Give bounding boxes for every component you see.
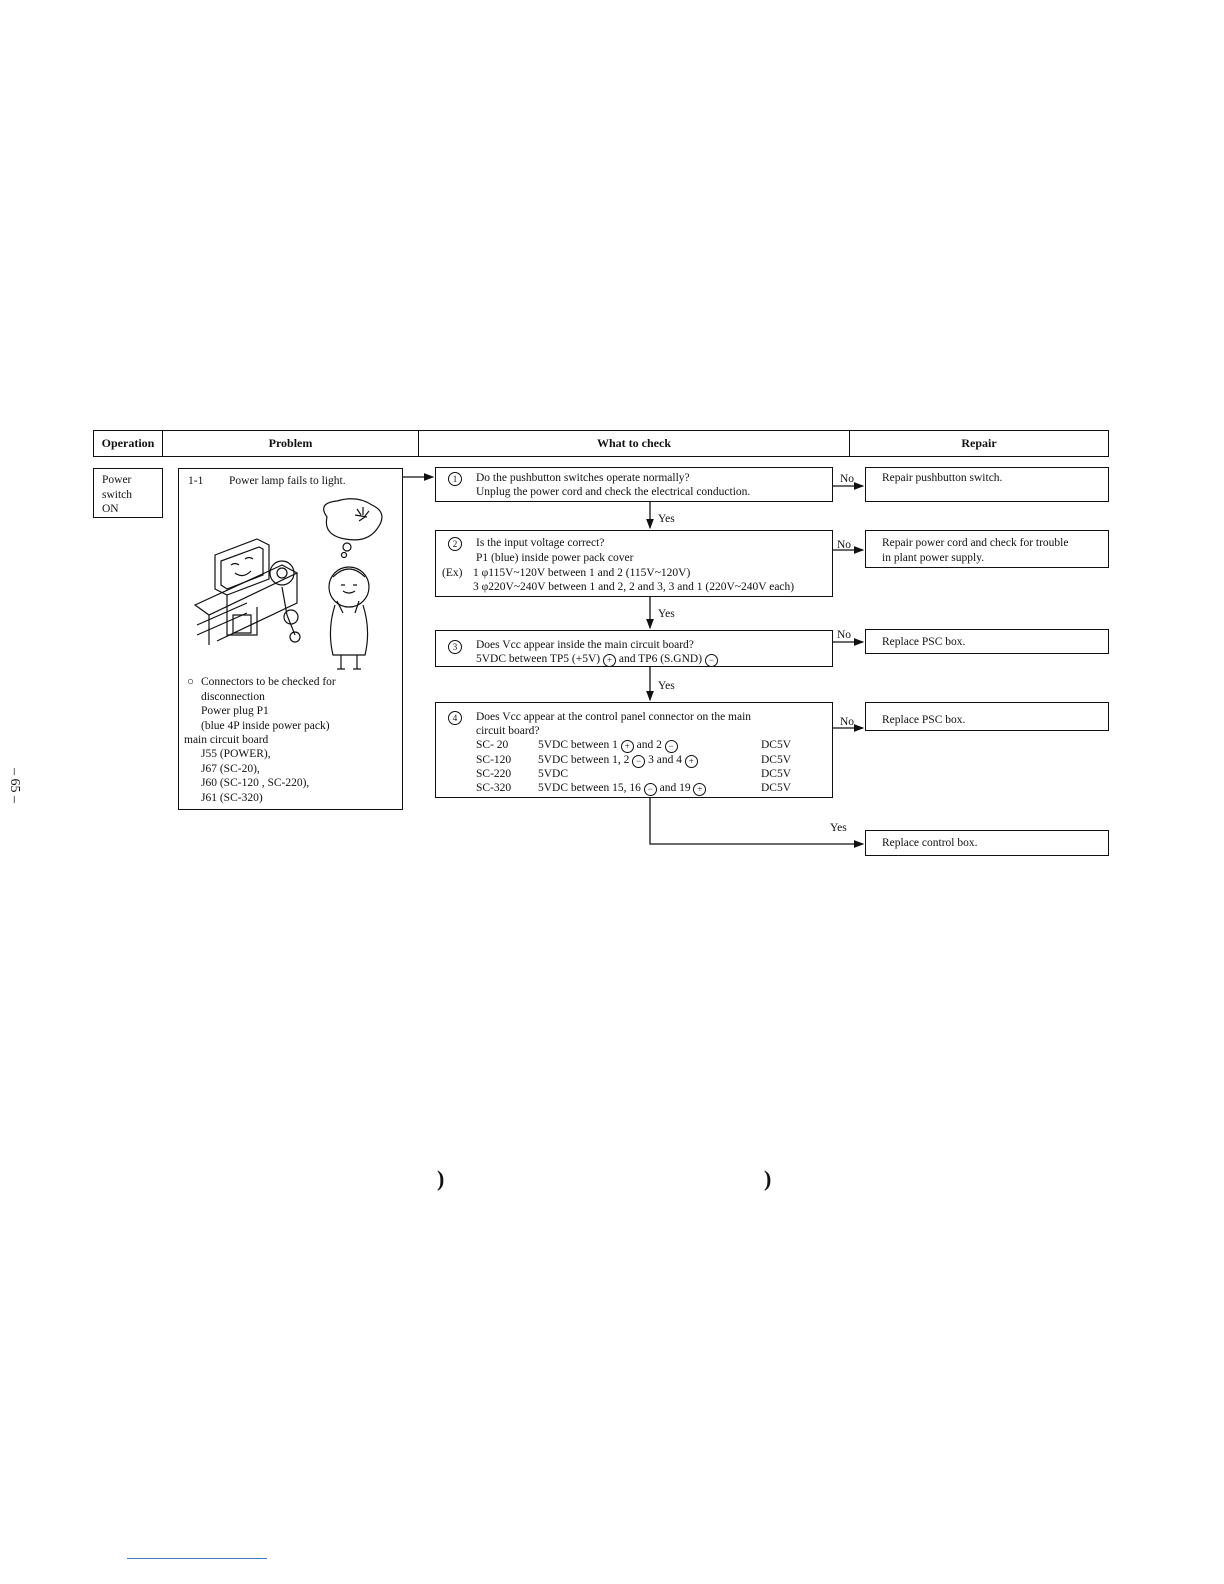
page-number: – 65 – bbox=[7, 768, 22, 803]
check-4-question-2: circuit board? bbox=[476, 725, 540, 737]
check-3-measure-a: 5VDC between TP5 (+5V) bbox=[476, 653, 601, 665]
check-2-number: 2 bbox=[448, 537, 462, 551]
minus-symbol: − bbox=[705, 654, 718, 667]
operation-line-2: switch bbox=[102, 488, 133, 501]
check-4-row-model: SC-220 bbox=[476, 768, 512, 780]
check-3-measure-b: and TP6 (S.GND) bbox=[618, 653, 703, 665]
check-4-row-b: and 2 bbox=[636, 739, 662, 751]
check-4-row-b: and 19 bbox=[659, 782, 691, 794]
check-4-row-model: SC-120 bbox=[476, 754, 512, 766]
repair-4-text: Replace PSC box. bbox=[882, 714, 966, 726]
check-4-row-a: 5VDC between 1 bbox=[538, 739, 618, 751]
minus-symbol: − bbox=[644, 783, 657, 796]
no-label-3: No bbox=[837, 629, 852, 641]
no-label-1: No bbox=[840, 473, 855, 485]
check-4-row-value: DC5V bbox=[761, 768, 792, 780]
check-4-row-model: SC-320 bbox=[476, 782, 512, 794]
connector-line: (blue 4P inside power pack) bbox=[201, 719, 330, 732]
yes-label-3: Yes bbox=[658, 680, 675, 692]
plus-symbol: + bbox=[685, 755, 698, 768]
check-4-row-a: 5VDC between 1, 2 bbox=[538, 754, 630, 766]
plus-symbol: + bbox=[621, 740, 634, 753]
operation-line-1: Power bbox=[102, 474, 132, 486]
check-4-row-a: 5VDC bbox=[538, 768, 569, 780]
bottom-rule bbox=[127, 1558, 267, 1559]
yes-label-1: Yes bbox=[658, 513, 675, 525]
header-what-to-check-label: What to check bbox=[597, 436, 671, 450]
board-line: J67 (SC-20), bbox=[201, 762, 260, 775]
board-line: J61 (SC-320) bbox=[201, 791, 263, 804]
plus-symbol: + bbox=[693, 783, 706, 796]
repair-5-text: Replace control box. bbox=[882, 837, 978, 849]
header-repair-label: Repair bbox=[961, 436, 997, 450]
check-2-example-label: (Ex) bbox=[442, 567, 463, 579]
check-4-row-value: DC5V bbox=[761, 782, 792, 794]
check-4-row-model: SC- 20 bbox=[476, 739, 509, 751]
header-operation-label: Operation bbox=[101, 436, 155, 450]
check-4-row-value: DC5V bbox=[761, 739, 792, 751]
check-3-question: Does Vcc appear inside the main circuit board? bbox=[476, 639, 694, 651]
check-1-number: 1 bbox=[448, 472, 462, 486]
check-4-question-1: Does Vcc appear at the control panel connector on the main bbox=[476, 711, 752, 723]
header-problem-label: Problem bbox=[268, 436, 313, 450]
check-1-question: Do the pushbutton switches operate normally? bbox=[476, 472, 690, 484]
check-3-number: 3 bbox=[448, 640, 462, 654]
no-label-2: No bbox=[837, 539, 852, 551]
board-line: J55 (POWER), bbox=[201, 748, 271, 760]
repair-2-text-2: in plant power supply. bbox=[882, 552, 985, 564]
connector-line: disconnection bbox=[201, 690, 265, 703]
check-2-location: P1 (blue) inside power pack cover bbox=[476, 552, 634, 564]
board-line: main circuit board bbox=[184, 734, 269, 746]
check-4-number: 4 bbox=[448, 711, 462, 725]
problem-title: Power lamp fails to light. bbox=[229, 475, 346, 487]
check-4-row-value: DC5V bbox=[761, 754, 792, 766]
repair-1-text: Repair pushbutton switch. bbox=[882, 472, 1003, 484]
plus-symbol: + bbox=[603, 654, 616, 667]
check-2-example-2: 3 φ220V~240V between 1 and 2, 2 and 3, 3 and 1 (220V~240V each) bbox=[473, 581, 795, 593]
binding-mark-right: ) bbox=[764, 1166, 772, 1191]
check-4-row-b: 3 and 4 bbox=[648, 754, 682, 766]
minus-symbol: − bbox=[665, 740, 678, 753]
problem-bullet: ○ bbox=[187, 676, 194, 688]
problem-number: 1-1 bbox=[188, 475, 204, 487]
board-line: J60 (SC-120 , SC-220), bbox=[201, 777, 310, 789]
repair-3-text: Replace PSC box. bbox=[882, 636, 966, 648]
minus-symbol: − bbox=[632, 755, 645, 768]
yes-label-4: Yes bbox=[830, 822, 847, 834]
no-label-4: No bbox=[840, 716, 855, 728]
repair-2-text-1: Repair power cord and check for trouble bbox=[882, 537, 1069, 549]
check-1-instruction: Unplug the power cord and check the electrical conduction. bbox=[476, 486, 751, 498]
check-4-row-a: 5VDC between 15, 16 bbox=[538, 782, 641, 794]
binding-mark-left: ) bbox=[437, 1166, 445, 1191]
check-2-example-1: 1 φ115V~120V between 1 and 2 (115V~120V) bbox=[473, 567, 691, 579]
yes-label-2: Yes bbox=[658, 608, 675, 620]
check-2-question: Is the input voltage correct? bbox=[476, 537, 605, 549]
connector-line: Connectors to be checked for bbox=[201, 676, 336, 688]
connector-line: Power plug P1 bbox=[201, 705, 269, 717]
operation-line-3: ON bbox=[102, 503, 119, 515]
